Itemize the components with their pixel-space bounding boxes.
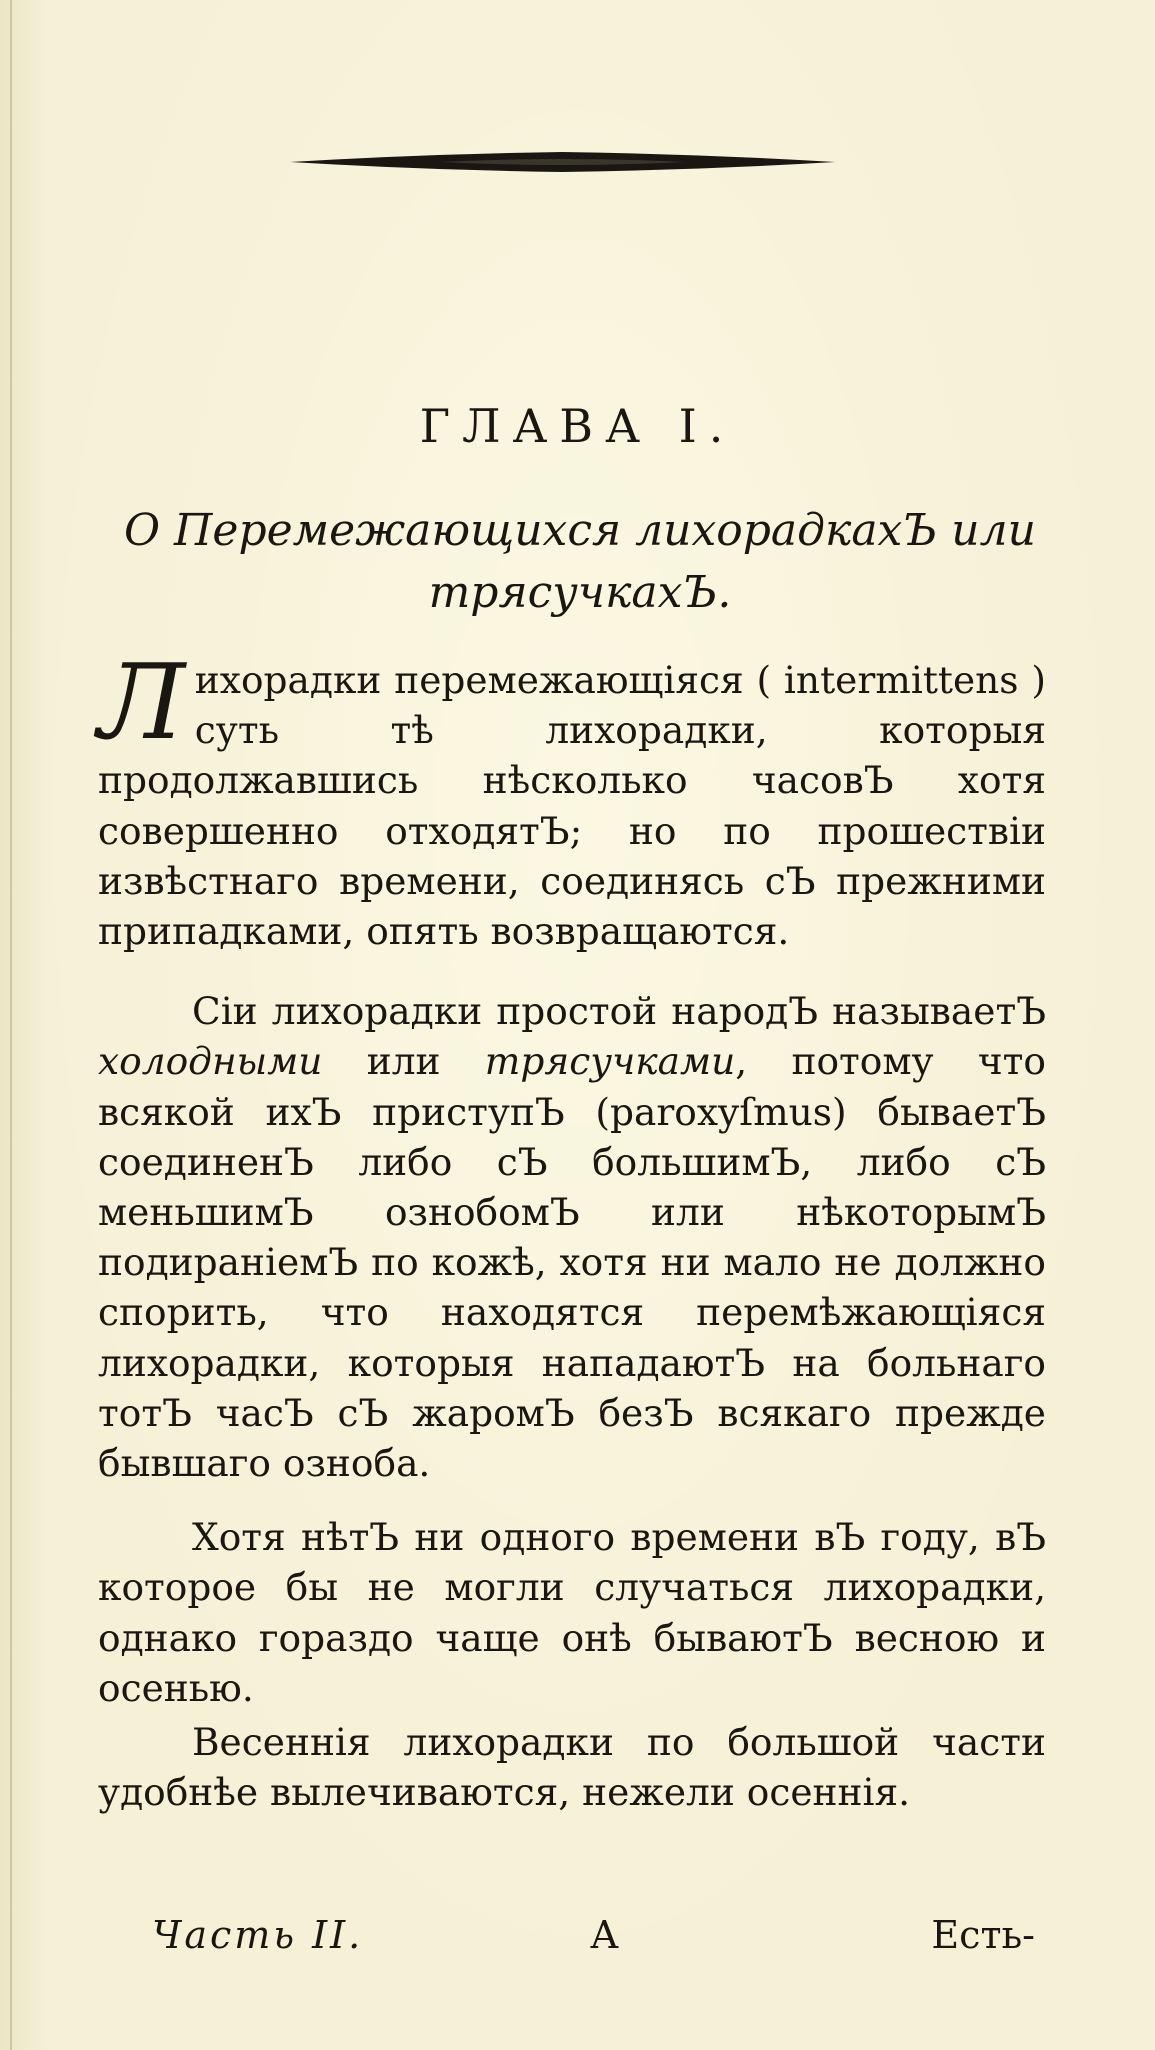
page-footer [0,1905,1155,1965]
paragraph-4: Весеннія лихорадки по большой части удобнѣе вылечиваются, нежели осеннія. [98,1720,1046,1815]
page-edge-line [10,0,12,2050]
page-binding-edge [0,0,52,2050]
paragraph-2-text-e: , потому что всякой ихЪ приступЪ (paroxyſmus) бываетЪ соединенЪ либо сЪ большимЪ, либо сЪ меньшимЪ ознобомЪ или нѣкоторымЪ подираніемЪ по кожѣ, хотя ни мало не должно спорить, что находятся перемѣжающіяся лихорадки, которыя нападаютЪ на больнаго тотЪ часЪ сЪ жаромЪ безЪ всякаго прежде бывшаго озноба. [98,1039,1046,1486]
paragraph-2-text-c: или [322,1039,485,1084]
paragraph-1-text: ихорадки перемежающіяся ( intermittens ) суть тѣ лихорадки, которыя продолжавшись нѣсколько часовЪ хотя совершенно отходятЪ; но по прошествіи извѣстнаго времени, соединясь сЪ прежними припадками, опять возвращаются. [98,658,1046,954]
catchword: Есть- [931,1913,1035,1957]
body-text [98,641,1046,1817]
drop-cap: Л [98,641,185,763]
volume-part-label: Часть II. [152,1913,364,1957]
paragraph-1 [98,641,1046,956]
chapter-title-line-1: О Перемежающихся лихорадкахЪ или [123,505,1037,556]
paragraph-2-text-a: Сіи лихорадки простой народЪ называетЪ [192,989,1046,1034]
chapter-title-line-2: трясучкахЪ. [428,567,732,618]
signature-mark: А [590,1913,619,1957]
paragraph-2 [98,986,1046,1488]
headpiece-ornament [290,150,835,174]
chapter-heading: ГЛАВА I. [419,399,736,453]
paragraph-2-italic-cold: холодными [98,1039,323,1084]
paragraph-2-italic-shakers: трясучками [484,1039,736,1084]
paragraph-3: Хотя нѣтЪ ни одного времени вЪ году, вЪ которое бы не могли случаться лихорадки, однако гораздо чаще онѣ бываютЪ весною и осенью. [98,1515,1046,1710]
chapter-title [80,500,1080,624]
